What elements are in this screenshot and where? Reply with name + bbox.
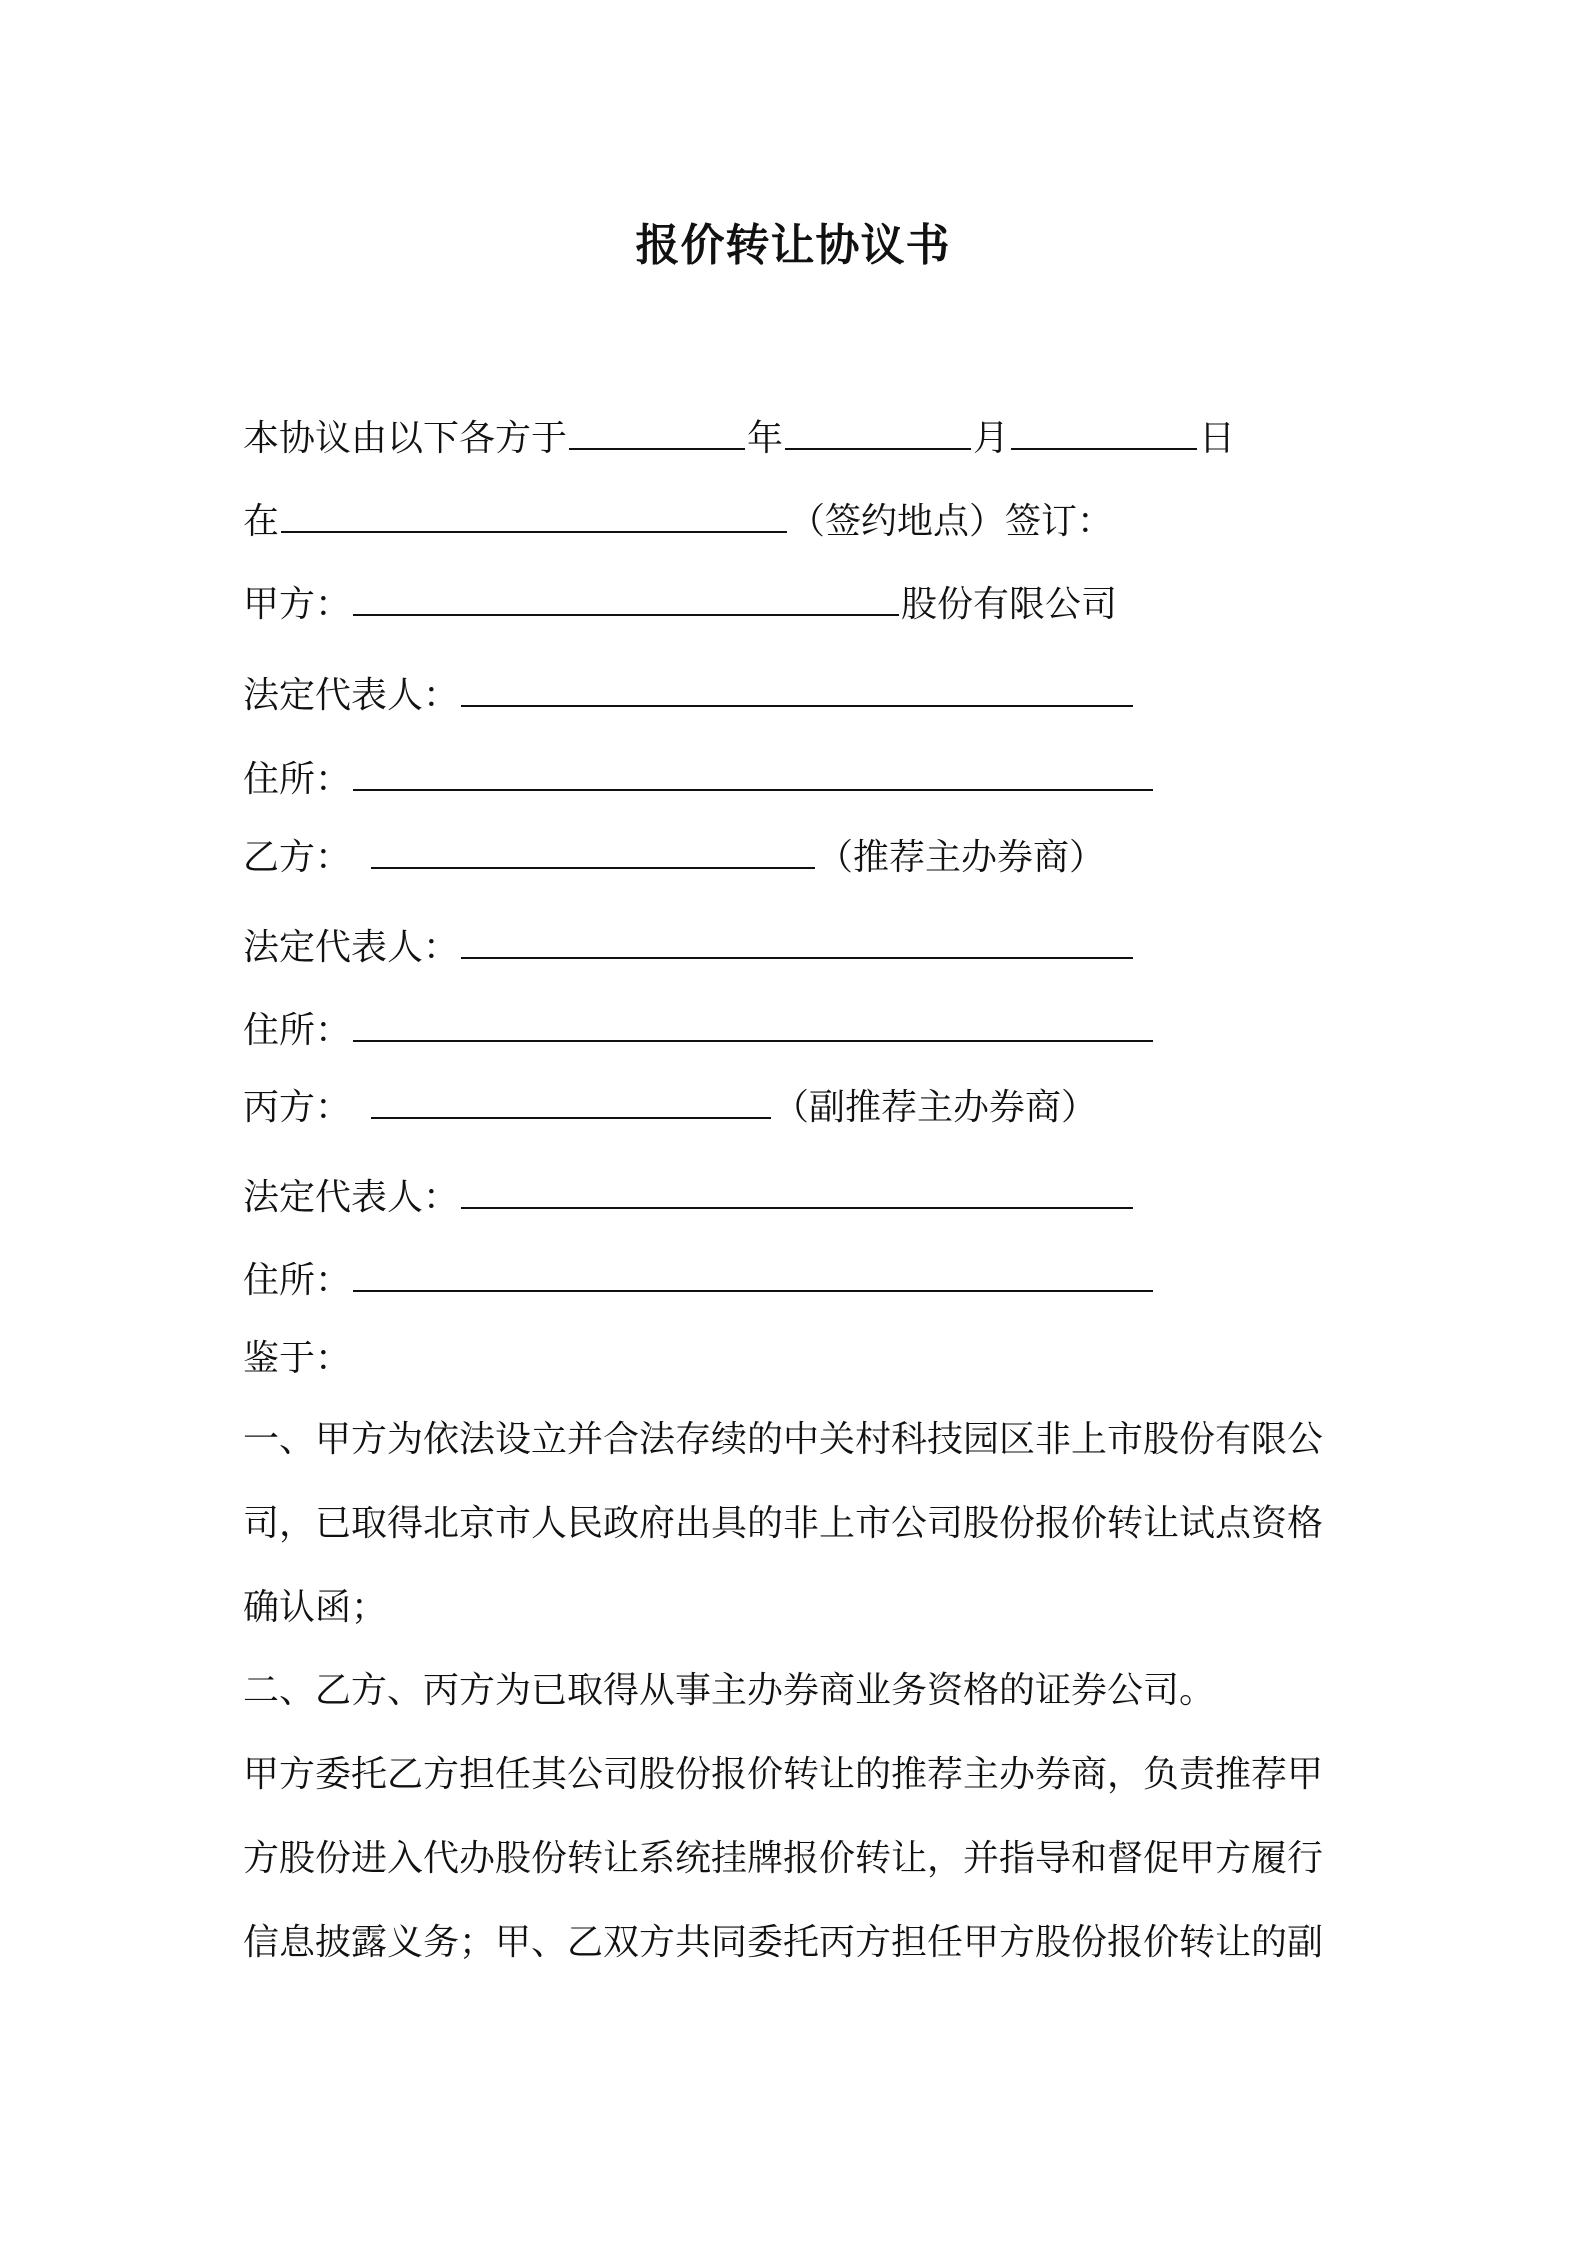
at-label: 在 bbox=[243, 501, 280, 542]
party-a-addr-label: 住所： bbox=[243, 759, 352, 800]
place-suffix: （签约地点）签订： bbox=[789, 501, 1114, 542]
place-blank[interactable] bbox=[281, 497, 787, 533]
month-blank[interactable] bbox=[785, 414, 971, 450]
clause-two: 二、乙方、丙方为已取得从事主办券商业务资格的证券公司。 bbox=[243, 1670, 1216, 1711]
party-c-name-blank[interactable] bbox=[371, 1083, 771, 1119]
intro-place-line bbox=[243, 497, 1113, 546]
party-c-addr-label: 住所： bbox=[243, 1260, 352, 1301]
day-blank[interactable] bbox=[1011, 414, 1197, 450]
party-a-suffix: 股份有限公司 bbox=[901, 584, 1118, 625]
party-b-label: 乙方： bbox=[243, 837, 352, 878]
body-line: 甲方委托乙方担任其公司股份报价转让的推荐主办券商，负责推荐甲 bbox=[243, 1754, 1324, 1795]
party-b-addr-line bbox=[243, 1006, 1155, 1055]
body-line: 信息披露义务；甲、乙双方共同委托丙方担任甲方股份报价转让的副 bbox=[243, 1922, 1324, 1963]
party-a-addr-line bbox=[243, 755, 1155, 804]
party-b-addr-label: 住所： bbox=[243, 1010, 352, 1051]
party-c-line bbox=[243, 1083, 1097, 1132]
party-a-name-blank[interactable] bbox=[353, 580, 899, 616]
party-a-rep-blank[interactable] bbox=[461, 671, 1133, 707]
year-blank[interactable] bbox=[569, 414, 745, 450]
month-label: 月 bbox=[973, 418, 1010, 459]
party-c-addr-line bbox=[243, 1256, 1155, 1305]
party-a-rep-label: 法定代表人： bbox=[243, 675, 460, 716]
party-a-addr-blank[interactable] bbox=[353, 755, 1153, 791]
year-label: 年 bbox=[747, 418, 784, 459]
party-b-rep-label: 法定代表人： bbox=[243, 927, 460, 968]
party-b-line bbox=[243, 833, 1105, 882]
party-b-rep-blank[interactable] bbox=[461, 923, 1133, 959]
body-paragraph bbox=[243, 1733, 1355, 1985]
intro-prefix: 本协议由以下各方于 bbox=[243, 418, 568, 459]
party-c-rep-blank[interactable] bbox=[461, 1173, 1133, 1209]
party-b-addr-blank[interactable] bbox=[353, 1006, 1153, 1042]
body-line: 方股份进入代办股份转让系统挂牌报价转让，并指导和督促甲方履行 bbox=[243, 1838, 1324, 1879]
party-a-line bbox=[243, 580, 1117, 629]
clause-one-line: 司，已取得北京市人民政府出具的非上市公司股份报价转让试点资格 bbox=[243, 1503, 1324, 1544]
clause-one-line: 确认函； bbox=[243, 1587, 388, 1628]
clause-one bbox=[243, 1398, 1355, 1650]
party-c-addr-blank[interactable] bbox=[353, 1256, 1153, 1292]
party-b-suffix: （推荐主办券商） bbox=[817, 837, 1106, 878]
whereas-heading: 鉴于： bbox=[243, 1338, 352, 1379]
intro-date-line bbox=[243, 414, 1235, 463]
party-a-label: 甲方： bbox=[243, 584, 352, 625]
clause-one-line: 一、甲方为依法设立并合法存续的中关村科技园区非上市股份有限公 bbox=[243, 1419, 1324, 1460]
party-c-suffix: （副推荐主办券商） bbox=[773, 1087, 1098, 1128]
day-label: 日 bbox=[1199, 418, 1236, 459]
party-c-rep-label: 法定代表人： bbox=[243, 1177, 460, 1218]
party-c-rep-line bbox=[243, 1173, 1135, 1222]
party-c-label: 丙方： bbox=[243, 1087, 352, 1128]
party-b-rep-line bbox=[243, 923, 1135, 972]
party-b-name-blank[interactable] bbox=[371, 833, 815, 869]
party-a-rep-line bbox=[243, 671, 1135, 720]
document-title: 报价转让协议书 bbox=[635, 220, 951, 271]
